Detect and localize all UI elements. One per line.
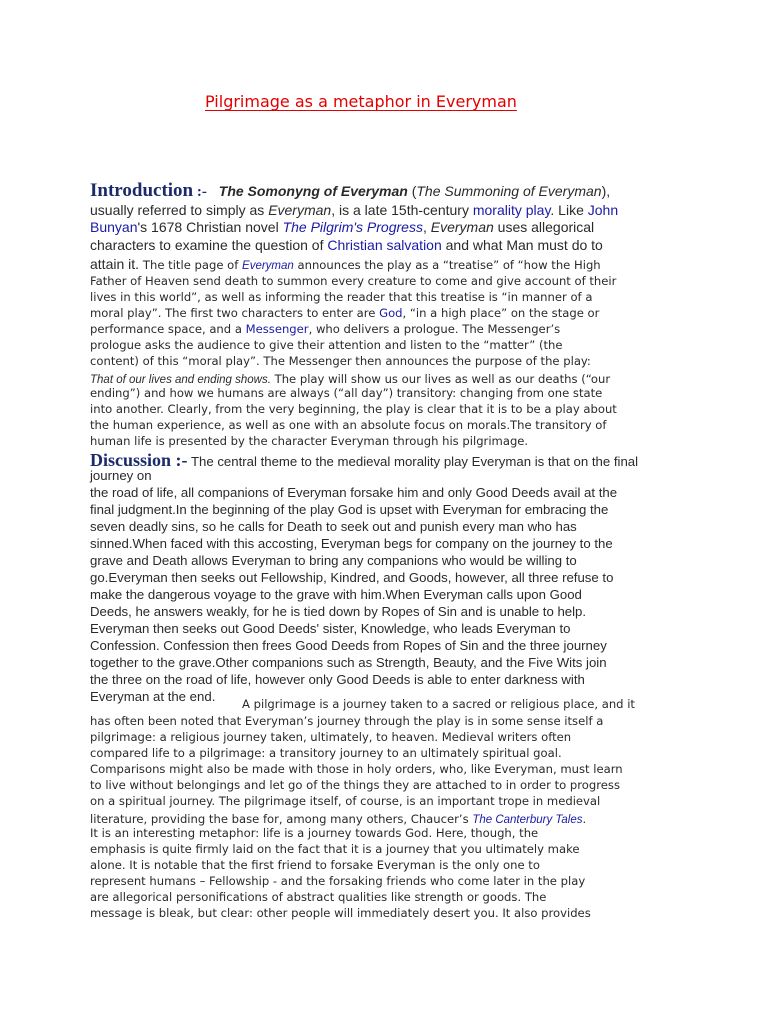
pilgrimage-line: represent humans – Fellowship - and the forsaking friends who come later in the play [90, 874, 586, 888]
text-run: literature, providing the base for, among many others, Chaucer’s [90, 812, 473, 826]
text-run: Everyman [430, 219, 494, 235]
discussion-line: make the dangerous voyage to the grave with him.When Everyman calls upon Good [90, 587, 582, 602]
intro-line-10: prologue asks the audience to give their attention and listen to the “matter” (the [90, 338, 563, 352]
text-run: . [582, 812, 587, 826]
intro-line-9 [90, 322, 560, 336]
pilgrimage-line: are allegorical personifications of abstract qualities like strength or goods. The [90, 890, 547, 904]
intro-line-7: lives in this world”, as well as informing the reader that this treatise is “in manner of a [90, 290, 593, 304]
discussion-line: together to the grave.Other companions such as Strength, Beauty, and the Five Wits join [90, 655, 607, 670]
intro-line-8 [90, 306, 599, 320]
text-run: The title page of [142, 258, 243, 272]
intro-line-14: into another. Clearly, from the very beginning, the play is clear that it is to be a play about [90, 402, 617, 416]
pilgrimage-line: message is bleak, but clear: other people will immediately desert you. It also provides [90, 906, 591, 920]
intro-line-2 [90, 202, 618, 218]
intro-line-4 [90, 237, 603, 253]
pilgrimage-line: pilgrimage: a religious journey taken, ultimately, to heaven. Medieval writers often [90, 730, 572, 744]
discussion-line-1 [90, 450, 638, 471]
discussion-line: Everyman at the end. [90, 689, 216, 704]
page-title: Pilgrimage as a metaphor in Everyman [205, 92, 517, 111]
text-run: announces the play as a “treatise” of “how the High [293, 258, 601, 272]
discussion-line: go.Everyman then seeks out Fellowship, Kindred, and Goods, however, all three refuse to [90, 570, 614, 585]
text-run: . Like [550, 202, 588, 218]
pilgrimage-line: compared life to a pilgrimage: a transitory journey to an ultimately spiritual goal. [90, 746, 562, 760]
pilgrimage-line-1: A pilgrimage is a journey taken to a sacred or religious place, and it [242, 697, 635, 711]
discussion-line: Everyman then seeks out Good Deeds' sister, Knowledge, who leads Everyman to [90, 621, 571, 636]
link-everyman[interactable]: Everyman [242, 260, 294, 272]
work-title: The Somonyng of Everyman [218, 183, 408, 199]
discussion-line: Deeds, he answers weakly, for he is tied down by Ropes of Sin and is unable to help. [90, 604, 587, 619]
pilgrimage-line: to live without belongings and let go of the things they are attached to in order to progress [90, 778, 620, 792]
text-run: Everyman [268, 202, 332, 218]
discussion-line: journey on [90, 468, 152, 483]
discussion-line: the three on the road of life, however only Good Deeds is able to enter darkness with [90, 672, 585, 687]
link-christian-salvation[interactable]: Christian salvation [327, 237, 442, 253]
text-run: , “in a high place” on the stage or [402, 306, 600, 320]
link-god[interactable]: God [379, 306, 403, 320]
text-run: , is a late 15th-century [331, 202, 473, 218]
text-run: The play will show us our lives as well as our deaths (“our [270, 372, 611, 386]
intro-line-5 [90, 256, 601, 274]
text-run: usually referred to simply as [90, 202, 269, 218]
work-title-alt: The Summoning of Everyman [416, 183, 602, 199]
link-john-bunyan[interactable]: John [587, 202, 619, 218]
discussion-line: grave and Death allows Everyman to bring any companions who would be willing to [90, 553, 577, 568]
discussion-line: sinned.When faced with this accosting, Everyman begs for company on the journey to the [90, 536, 613, 551]
introduction-heading: Introduction [90, 180, 194, 201]
discussion-line: seven deadly sins, so he calls for Death to seek out and punish every man who has [90, 519, 577, 534]
link-messenger[interactable]: Messenger [245, 322, 309, 336]
text-run: attain it. [90, 256, 143, 272]
intro-line-3 [90, 219, 594, 235]
pilgrimage-line: alone. It is notable that the first friend to forsake Everyman is the only one to [90, 858, 540, 872]
text-run: 's 1678 Christian novel [137, 219, 283, 235]
introduction-separator: :- [193, 184, 207, 200]
intro-line-13: ending”) and how we humans are always (“all day”) transitory: changing from one state [90, 386, 603, 400]
text-run: ), [601, 183, 611, 199]
intro-line-11: content) of this “moral play”. The Messenger then announces the purpose of the play: [90, 354, 591, 368]
link-canterbury-tales[interactable]: The Canterbury Tales [472, 814, 583, 826]
link-pilgrims-progress[interactable]: The Pilgrim's Progress [282, 219, 423, 235]
discussion-line: final judgment.In the beginning of the play God is upset with Everyman for embracing the [90, 502, 609, 517]
link-bunyan[interactable]: Bunyan [90, 219, 138, 235]
pilgrimage-line: It is an interesting metaphor: life is a journey towards God. Here, though, the [90, 826, 539, 840]
discussion-heading: Discussion :- [90, 450, 188, 470]
intro-line-16: human life is presented by the character Everyman through his pilgrimage. [90, 434, 529, 448]
text-run: and what Man must do to [441, 237, 603, 253]
intro-line-1 [90, 180, 610, 202]
text-run: , [422, 219, 431, 235]
text-run: ( [407, 183, 417, 199]
link-morality-play[interactable]: morality play [472, 202, 551, 218]
discussion-line: the road of life, all companions of Everyman forsake him and only Good Deeds avail at the [90, 485, 618, 500]
pilgrimage-line: emphasis is quite firmly laid on the fact that it is a journey that you ultimately make [90, 842, 580, 856]
pilgrimage-line: on a spiritual journey. The pilgrimage itself, of course, is an important trope in medieval [90, 794, 601, 808]
quoted-line: That of our lives and ending shows. [90, 374, 271, 386]
text-run: moral play”. The first two characters to enter are [90, 306, 380, 320]
text-run: The central theme to the medieval morality play Everyman is that on the final [187, 454, 639, 469]
text-run: characters to examine the question of [90, 237, 328, 253]
text-run: uses allegorical [493, 219, 595, 235]
text-run: performance space, and a [90, 322, 246, 336]
intro-line-6: Father of Heaven send death to summon every creature to come and give account of their [90, 274, 617, 288]
pilgrimage-line: has often been noted that Everyman’s journey through the play is in some sense itself a [90, 714, 604, 728]
text-run: , who delivers a prologue. The Messenger’s [308, 322, 561, 336]
intro-line-15: the human experience, as well as one with an absolute focus on morals.The transitory of [90, 418, 607, 432]
discussion-line: Confession. Confession then frees Good Deeds from Ropes of Sin and the three journey [90, 638, 607, 653]
pilgrimage-line: Comparisons might also be made with those in holy orders, who, like Everyman, must learn [90, 762, 623, 776]
